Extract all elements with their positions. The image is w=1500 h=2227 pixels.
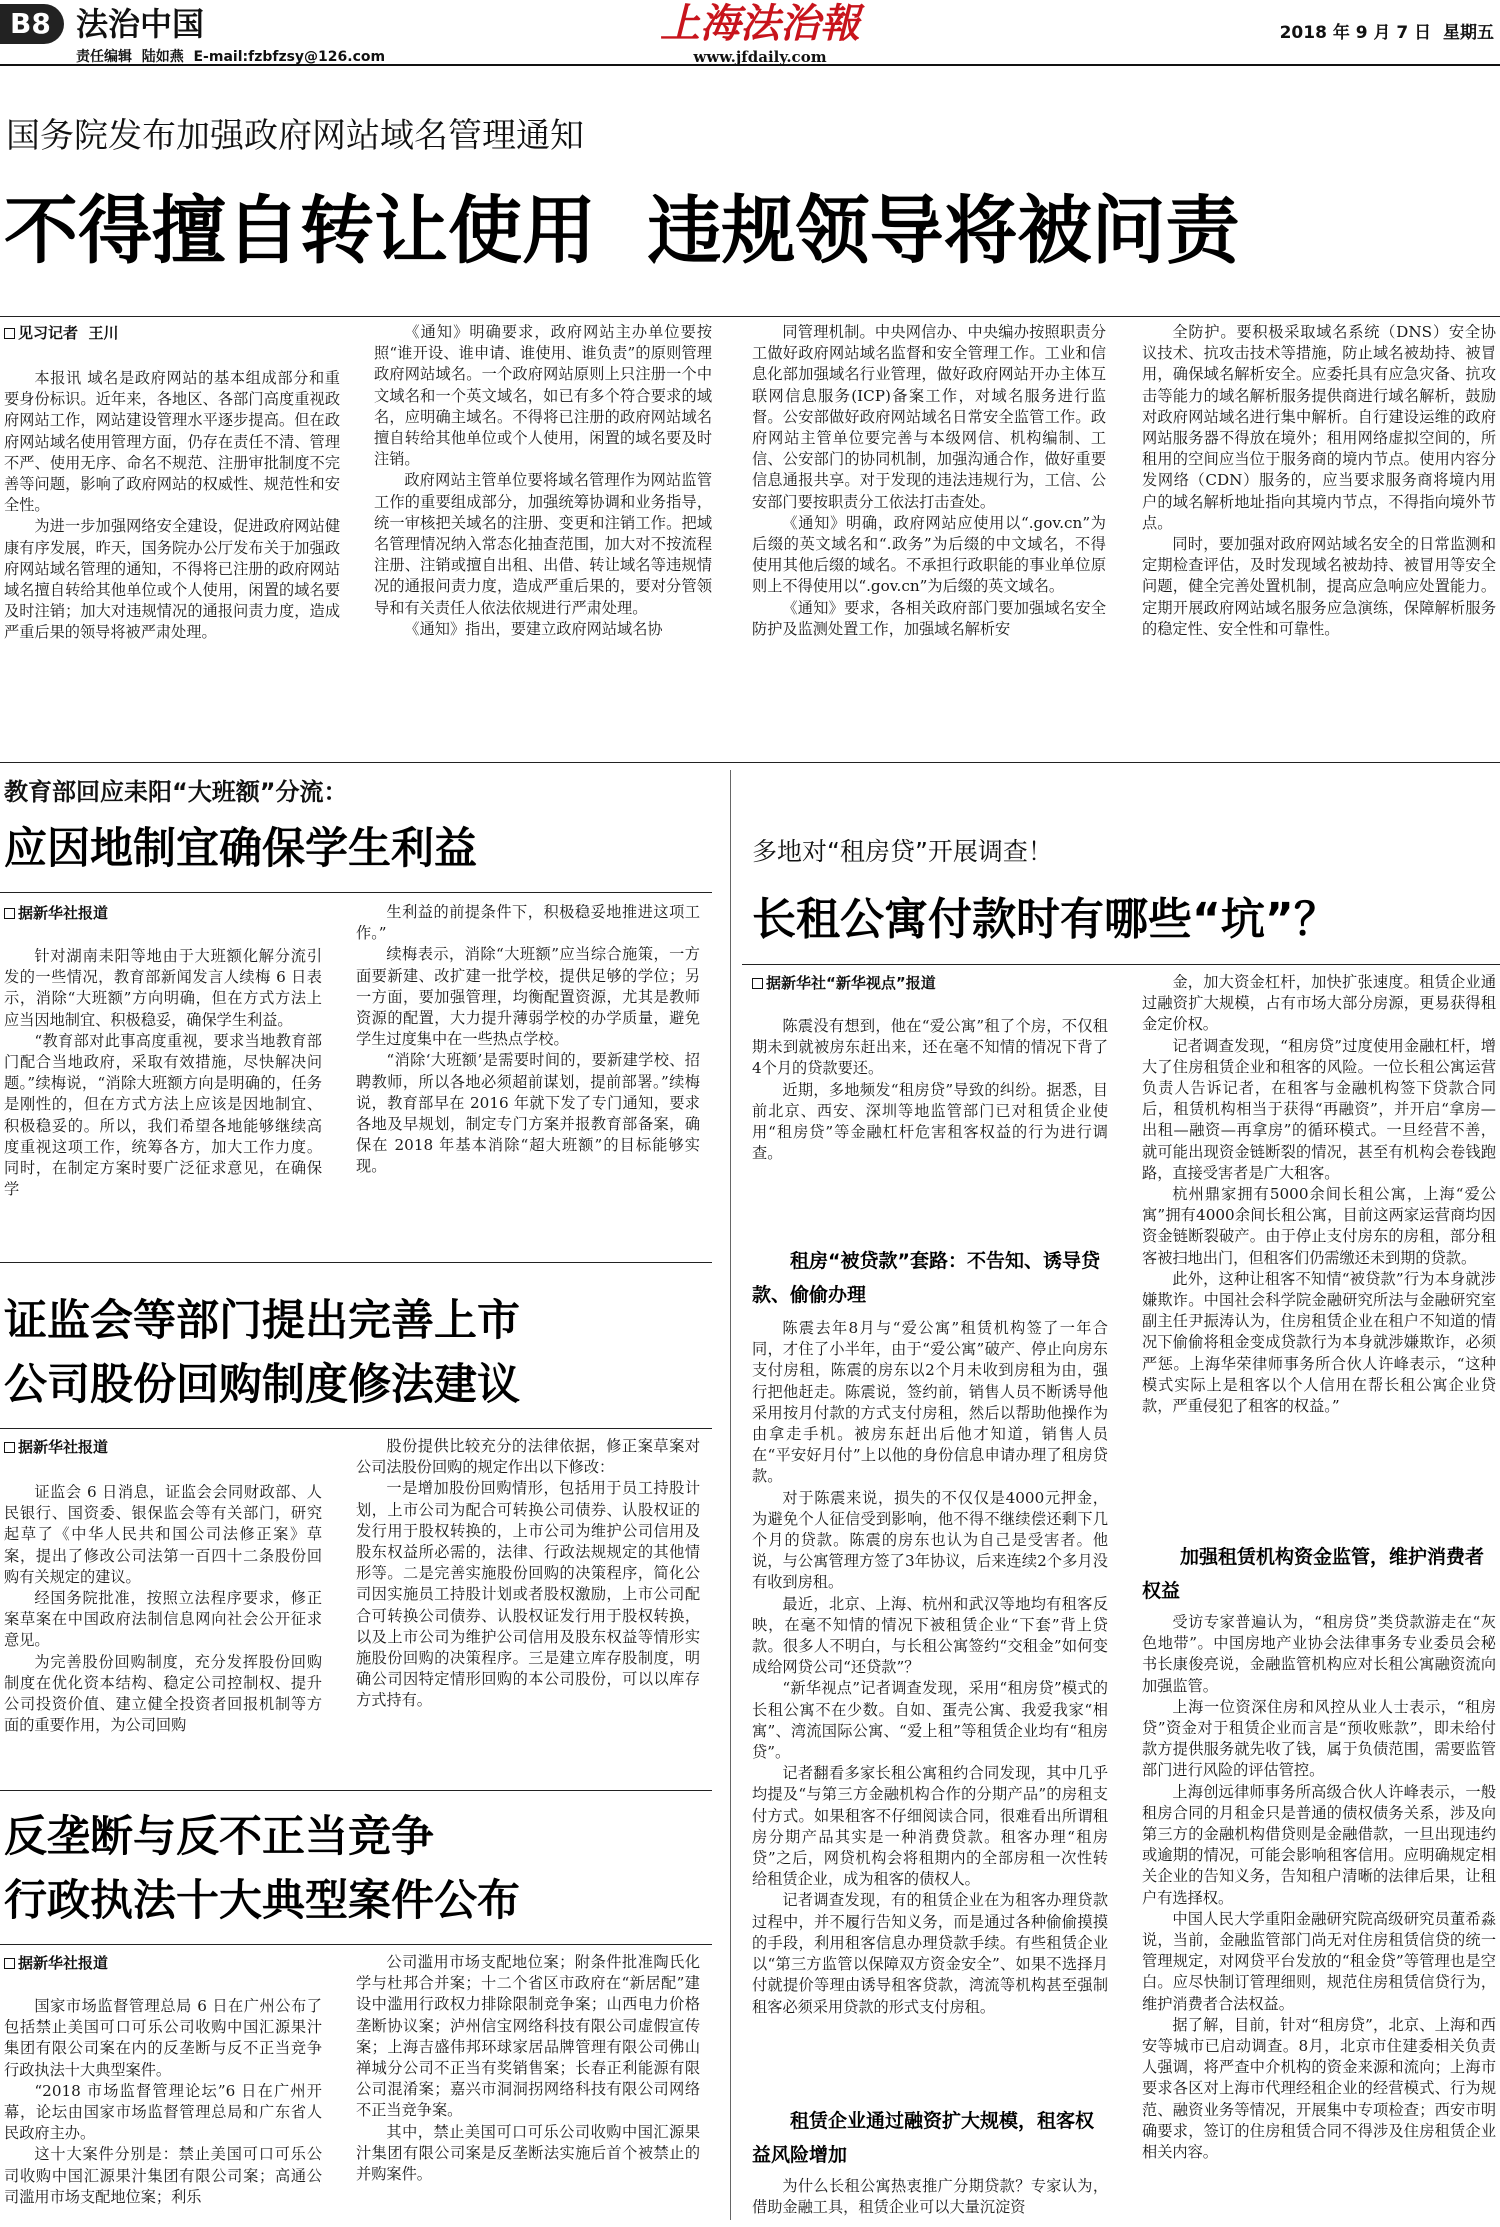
article5-rule (742, 964, 1500, 965)
website: www.jfdaily.com (693, 48, 827, 66)
paragraph: 陈震没有想到，他在“爱公寓”租了个房，不仅租期未到就被房东赶出来，还在毫不知情的情况下背了4个月的贷款要还。 (752, 1017, 1108, 1078)
article5-col2-b-body (1142, 1612, 1496, 2163)
paragraph: 杭州鼎家拥有5000余间长租公寓，上海“爱公寓”拥有4000余间长租公寓，目前这两家运营商均因资金链断裂破产。由于停止支付房东的房租，部分租客被扫地出门，但租客们仍需缴还未到期的贷款。 (1142, 1185, 1496, 1267)
article3-headline-line2: 公司股份回购制度修法建议 (4, 1360, 520, 1410)
article1-col3-body (752, 322, 1106, 640)
article3-bottom-rule (0, 1790, 712, 1791)
article1-col4-body (1142, 322, 1496, 640)
paragraph: 为进一步加强网络安全建设，促进政府网站健康有序发展，昨天，国务院办公厅发布关于加强政府网站域名管理的通知，不得将已注册的政府网站域名擅自转给其他单位或个人使用，闲置的域名要及时注销；加大对违规情况的通报问责力度，造成严重后果的领导将被严肃处理。 (4, 517, 340, 642)
article5-subhead3: 加强租赁机构资金监管，维护消费者权益 (1142, 1546, 1485, 1602)
article2-byline (4, 902, 108, 923)
article2-byline-text: 据新华社报道 (18, 904, 109, 922)
article5-kicker: 多地对“租房贷”开展调查！ (752, 837, 1053, 866)
paragraph: 《通知》要求，各相关政府部门要加强域名安全防护及监测处置工作，加强域名解析安 (752, 598, 1106, 638)
section-name: 法治中国 (76, 5, 205, 43)
paragraph: 受访专家普遍认为，“租房贷”类贷款游走在“灰色地带”。中国房地产业协会法律事务专业委员会秘书长康俊亮说，金融监管机构应对长租公寓融资流向加强监管。 (1142, 1613, 1496, 1695)
article1-col2-body (374, 322, 712, 640)
article3-col2-body (356, 1436, 700, 1712)
article1-col1 (4, 368, 340, 726)
article5-byline (752, 972, 936, 993)
article4-col2-body (356, 1952, 700, 2185)
header-rule (0, 64, 1500, 66)
paragraph: 此外，这种让租客不知情“被贷款”行为本身就涉嫌欺诈。中国社会科学院金融研究所法与金融研究室副主任尹振涛认为，住房租赁企业在租户不知道的情况下偷偷将租金变成贷款行为本身就涉嫌欺诈，必须严惩。上海华荣律师事务所合伙人许峰表示，“这种模式实际上是租客以个人信用在帮长租公寓企业贷款，严重侵犯了租客的权益。” (1142, 1269, 1496, 1416)
paragraph: 为完善股份回购制度，充分发挥股份回购制度在优化资本结构、稳定公司控制权、提升公司投资价值、建立健全投资者回报机制等方面的重要作用，为公司回购 (4, 1652, 322, 1735)
paragraph: 金，加大资金杠杆，加快扩张速度。租赁企业通过融资扩大规模，占有市场大部分房源，更易获得租金定价权。 (1142, 973, 1496, 1034)
article3-byline-text: 据新华社报道 (18, 1438, 109, 1456)
article4-headline-line1: 反垄断与反不正当竞争 (4, 1812, 434, 1862)
paragraph: 陈震去年8月与“爱公寓”租赁机构签了一年合同，才住了小半年，由于“爱公寓”破产、停止向房东支付房租，陈震的房东以2个月未收到房租为由，强行把他赶走。陈震说，签约前，销售人员不断诱导他采用按月付款的方式支付房租，然后以帮助他操作为由拿走手机。被房东赶出后他才知道，销售人员在“平安好月付”上以他的身份信息申请办理了租房贷款。 (752, 1319, 1108, 1486)
paragraph: 为什么长租公寓热衷推广分期贷款？专家认为，借助金融工具，租赁企业可以大量沉淀资 (752, 2177, 1108, 2217)
paragraph: 据了解，目前，针对“租房贷”，北京、上海和西安等城市已启动调查。8月，北京市住建委相关负责人强调，将严查中介机构的资金来源和流向；上海市要求各区对上海市代理经租企业的经营模式、行为规范、融资业务等情况，开展集中专项检查；西安市明确要求，签订的住房租赁合同不得涉及住房租赁企业相关内容。 (1142, 2015, 1496, 2162)
paragraph: 中国人民大学重阳金融研究院高级研究员董希淼说，当前，金融监管部门尚无对住房租赁信贷的统一管理规定，对网贷平台发放的“租金贷”等管理也是空白。应尽快制订管理细则，规范住房租赁信贷行为，维护消费者合法权益。 (1142, 1909, 1496, 2013)
paragraph: 政府网站主管单位要将域名管理作为网站监管工作的重要组成部分，加强统筹协调和业务指导，统一审核把关域名的注册、变更和注销工作。把域名管理情况纳入常态化抽查范围，加大对不按流程注册、注销或擅自出租、出借、转让域名等违规情况的通报问责力度，造成严重后果的，要对分管领导和有关责任人依法依规进行严肃处理。 (374, 471, 712, 617)
article5-subhead2: 租赁企业通过融资扩大规模，租客权益风险增加 (752, 2110, 1095, 2166)
article1-col2 (374, 322, 712, 726)
article4-rule (0, 1944, 712, 1945)
paragraph: 近期，多地频发“租房贷”导致的纠纷。据悉，目前北京、西安、深圳等地监管部门已对租赁企业使用“租房贷”等金融杠杆危害租客权益的行为进行调查。 (752, 1080, 1108, 1163)
article4-byline (4, 1952, 108, 1973)
article2-col2 (356, 902, 700, 1246)
article5-col1-c-body (752, 2176, 1108, 2218)
paragraph: 全防护。要积极采取域名系统（DNS）安全协议技术、抗攻击技术等措施，防止域名被劫持、被冒用，确保域名解析安全。应委托具有应急灾备、抗攻击等能力的域名解析服务提供商进行域名解析，鼓励对政府网站域名进行集中解析。自行建设运维的政府网站服务器不得放在境外；租用网络虚拟空间的，所租用的空间应当位于服务商的境内节点。使用内容分发网络（CDN）服务的，应当要求服务商将境内用户的域名解析地址指向其境内节点，不得指向境外节点。 (1142, 323, 1496, 532)
article1-byline-text: 见习记者 王川 (18, 324, 119, 342)
paragraph: 续梅表示，消除“大班额”应当综合施策，一方面要新建、改扩建一批学校，提供足够的学位；另一方面，要加强管理，均衡配置资源，尤其是教师资源的配置，大力提升薄弱学校的办学质量，避免学生过度集中在一些热点学校。 (356, 945, 700, 1049)
article3-byline (4, 1436, 108, 1457)
page-badge-text: B8 (10, 7, 51, 40)
article1-headline: 不得擅自转让使用 违规领导将被问责 (4, 188, 1240, 274)
paragraph: 记者翻看多家长租公寓租约合同发现，其中几乎均提及“与第三方金融机构合作的分期产品”的房租支付方式。如果租客不仔细阅读合同，很难看出所谓租房分期产品其实是一种消费贷款。租客办理“租房贷”之后，网贷机构会将租期内的全部房租一次性转给租赁企业，成为租客的债权人。 (752, 1764, 1108, 1889)
paragraph: 《通知》明确要求，政府网站主办单位要按照“谁开设、谁申请、谁使用、谁负责”的原则管理政府网站域名。一个政府网站原则上只注册一个中文域名和一个英文域名，如已有多个符合要求的域名，应明确主域名。不得将已注册的政府网站域名擅自转给其他单位或个人使用，闲置的域名要及时注销。 (374, 323, 712, 469)
masthead-logo: 上海法治報 (660, 0, 860, 47)
paragraph: 一是增加股份回购情形，包括用于员工持股计划，上市公司为配合可转换公司债券、认股权证的发行用于股权转换的，上市公司为维护公司信用及股东权益所必需的，法律、行政法规规定的其他情形等。二是完善实施股份回购的决策程序，简化公司因实施员工持股计划或者股权激励，上市公司配合可转换公司债券、认股权证发行用于股权转换，以及上市公司为维护公司信用及股东权益等情形实施股份回购的决策程序。三是建立库存股制度，明确公司因特定情形回购的本公司股份，可以以库存方式持有。 (356, 1479, 700, 1710)
article2-bottom-rule (0, 1262, 712, 1263)
paragraph: “教育部对此事高度重视，要求当地教育部门配合当地政府，采取有效措施，尽快解决问题。”续梅说，“消除大班额方向是明确的，任务是刚性的，但在方式方法上应该是因地制宜、积极稳妥的。所以，我们希望各地能够继续高度重视这项工作，统筹各方，加大工作力度。同时，在制定方案时要广泛征求意见，在确保学 (4, 1031, 322, 1199)
article2-col1 (4, 946, 322, 1246)
paragraph: 生利益的前提条件下，积极稳妥地推进这项工作。” (356, 903, 700, 943)
article2-col1-body (4, 946, 322, 1200)
paragraph: 股份提供比较充分的法律依据，修正案草案对公司法股份回购的规定作出以下修改： (356, 1437, 700, 1477)
paragraph: “新华视点”记者调查发现，采用“租房贷”模式的长租公寓不在少数。自如、蛋壳公寓、我爱我家“相寓”、湾流国际公寓、“爱上租”等租赁企业均有“租房贷”。 (752, 1679, 1108, 1762)
article2-rule (0, 892, 712, 893)
paragraph: 《通知》指出，要建立政府网站域名协 (404, 619, 663, 638)
paragraph: 针对湖南耒阳等地由于大班额化解分流引发的一些情况，教育部新闻发言人续梅 6 日表示，消除“大班额”方向明确，但在方式方法上应当因地制宜、积极稳妥，确保学生利益。 (4, 947, 322, 1029)
paragraph: “2018 市场监督管理论坛”6 日在广州开幕，论坛由国家市场监督管理总局和广东省人民政府主办。 (4, 2081, 322, 2143)
article5-col1-a-body (752, 1016, 1108, 1164)
editor-info: 责任编辑 陆如燕 E-mail:fzbfzsy@126.com (76, 49, 386, 65)
paragraph: 最近，北京、上海、杭州和武汉等地均有租客反映，在毫不知情的情况下被租赁企业“下套”背上贷款。很多人不明白，与长租公寓签约“交租金”如何变成给网贷公司“还贷款”？ (752, 1594, 1108, 1677)
paragraph: 对于陈震来说，损失的不仅仅是4000元押金，为避免个人征信受到影响，他不得不继续偿还剩下几个月的贷款。陈震的房东也认为自己是受害者。他说，与公寓管理方签了3年协议，后来连续2个多月没有收到房租。 (752, 1488, 1108, 1592)
article4-byline-text: 据新华社报道 (18, 1954, 109, 1972)
article2-headline: 应因地制宜确保学生利益 (4, 824, 477, 874)
article5-col2-a-body (1142, 972, 1496, 1417)
paragraph: 记者调查发现，“租房贷”过度使用金融杠杆，增大了住房租赁企业和租客的风险。一位长租公寓运营负责人告诉记者，在租客与金融机构签下贷款合同后，租赁机构相当于获得“再融资”，并开启“拿房—出租—融资—再拿房”的循环模式。一旦经营不善，就可能出现资金链断裂的情况，甚至有机构会卷钱跑路，直接受害者是广大租客。 (1142, 1036, 1496, 1182)
paragraph: 公司滥用市场支配地位案；附条件批准陶氏化学与杜邦合并案；十二个省区市政府在“新居配”建设中滥用行政权力排除限制竞争案；山西电力价格垄断协议案；泸州信宝网络科技有限公司虚假宣传案；上海吉盛伟邦环球家居品牌管理有限公司佛山禅城分公司不正当有奖销售案；长春正利能源有限公司混淆案；嘉兴市洞洞拐网络科技有限公司网络不正当竞争案。 (356, 1953, 700, 2120)
article2-col2-body (356, 902, 700, 1178)
paragraph: 这十大案件分别是：禁止美国可口可乐公司收购中国汇源果汁集团有限公司案；高通公司滥用市场支配地位案；利乐 (4, 2145, 322, 2206)
article5-col2-part-b (1142, 1612, 1496, 2222)
article1-col4 (1142, 322, 1496, 726)
article3-col1 (4, 1482, 322, 1778)
article5-col2-part-a (1142, 972, 1496, 1536)
paragraph: 记者调查发现，有的租赁企业在为租客办理贷款过程中，并不履行告知义务，而是通过各种偷偷摸摸的手段，利用租客信息办理贷款手续。有些租赁企业以“第三方监管以保障双方资金安全”、如果不选择月付就提价等理由诱导租客贷款，湾流等机构甚至强制租客必须采用贷款的形式支付房租。 (752, 1891, 1108, 2016)
paragraph: 同管理机制。中央网信办、中央编办按照职责分工做好政府网站域名监督和安全管理工作。工业和信息化部加强域名行业管理，做好政府网站开办主体互联网信息服务(ICP)备案工作，对域名服务进行监督。公安部做好政府网站域名日常安全监管工作。政府网站主管单位要完善与本级网信、机构编制、工信、公安部门的协同机制，加强沟通合作，做好重要信息通报共享。对于发现的违法违规行为，工信、公安部门要按职责分工依法打击查处。 (752, 323, 1106, 511)
article1-kicker: 国务院发布加强政府网站域名管理通知 (6, 116, 584, 156)
article5-byline-text: 据新华社“新华视点”报道 (766, 974, 936, 992)
article1-rule (0, 316, 1500, 317)
article1-col1-body (4, 368, 340, 644)
paragraph: 证监会 6 日消息，证监会会同财政部、人民银行、国资委、银保监会等有关部门，研究起草了《中华人民共和国公司法修正案》草案，提出了修改公司法第一百四十二条股份回购有关规定的建议。 (4, 1483, 322, 1586)
paragraph: 上海一位资深住房和风控从业人士表示，“租房贷”资金对于租赁企业而言是“预收账款”，即未给付款方提供服务就先收了钱，属于负债范围，需要监管部门进行风险的评估管控。 (1142, 1697, 1496, 1780)
article5-col1-part-b (752, 1318, 1108, 2070)
article4-headline-line2: 行政执法十大典型案件公布 (4, 1876, 520, 1926)
paragraph: 其中，禁止美国可口可乐公司收购中国汇源果汁集团有限公司案是反垄断法实施后首个被禁止的并购案件。 (356, 2122, 700, 2184)
article1-bottom-rule (0, 762, 1500, 763)
article4-col2 (356, 1952, 700, 2222)
paragraph: 上海创远律师事务所高级合伙人许峰表示，一般租房合同的月租金只是普通的债权债务关系，涉及向第三方的金融机构借贷则是金融借款，一旦出现违约或逾期的情况，可能会影响租客信用。应明确规定相关企业的告知义务，告知租户清晰的法律后果，让租户有选择权。 (1142, 1782, 1496, 1907)
article1-byline (4, 322, 118, 343)
paragraph: “消除‘大班额’是需要时间的，要新建学校、招聘教师，所以各地必须超前谋划，提前部署。”续梅说，教育部早在 2016 年就下发了专门通知，要求各地及早规划，制定专门方案并报教育部备案，确保在 2018 年基本消除“超大班额”的目标能够实现。 (356, 1051, 700, 1176)
article5-col1-part-a (752, 1016, 1108, 1238)
paragraph: 国家市场监督管理总局 6 日在广州公布了包括禁止美国可口可乐公司收购中国汇源果汁集团有限公司案在内的反垄断与反不正当竞争行政执法十大典型案件。 (4, 1997, 322, 2079)
article5-col1-b-body (752, 1318, 1108, 2018)
article2-kicker: 教育部回应耒阳“大班额”分流： (4, 778, 348, 806)
article3-rule (0, 1428, 712, 1429)
article3-headline-line1: 证监会等部门提出完善上市 (4, 1296, 520, 1346)
article4-col1 (4, 1996, 322, 2222)
paragraph: 本报讯 域名是政府网站的基本组成部分和重要身份标识。近年来，各地区、各部门高度重视政府网站工作，网站建设管理水平逐步提高。但在政府网站域名使用管理方面，仍存在责任不清、管理不严、使用无序、命名不规范、注册审批制度不完善等问题，影响了政府网站的权威性、规范性和安全性。 (4, 369, 340, 515)
article1-col3 (752, 322, 1106, 726)
center-divider (730, 770, 731, 2220)
paragraph: 经国务院批准，按照立法程序要求，修正案草案在中国政府法制信息网向社会公开征求意见。 (4, 1589, 322, 1650)
issue-date: 2018 年 9 月 7 日 星期五 (1279, 23, 1494, 43)
article3-col2 (356, 1436, 700, 1778)
paragraph: 《通知》明确，政府网站应使用以“.gov.cn”为后缀的英文域名和“.政务”为后缀的中文域名，不得使用其他后缀的域名。不承担行政职能的事业单位原则上不得使用以“.gov.cn”为后缀的英文域名。 (752, 513, 1106, 596)
article5-subhead1: 租房“被贷款”套路：不告知、诱导贷款、偷偷办理 (752, 1250, 1100, 1306)
article5-headline: 长租公寓付款时有哪些“坑”？ (752, 894, 1338, 945)
paragraph: 同时，要加强对政府网站域名安全的日常监测和定期检查评估，及时发现域名被劫持、被冒用等安全问题，健全完善处置机制，提高应急响应处置能力。定期开展政府网站域名服务应急演练，保障解析服务的稳定性、安全性和可靠性。 (1142, 535, 1496, 638)
article5-col1-part-c (752, 2176, 1108, 2222)
article3-col1-body (4, 1482, 322, 1736)
article4-col1-body (4, 1996, 322, 2208)
